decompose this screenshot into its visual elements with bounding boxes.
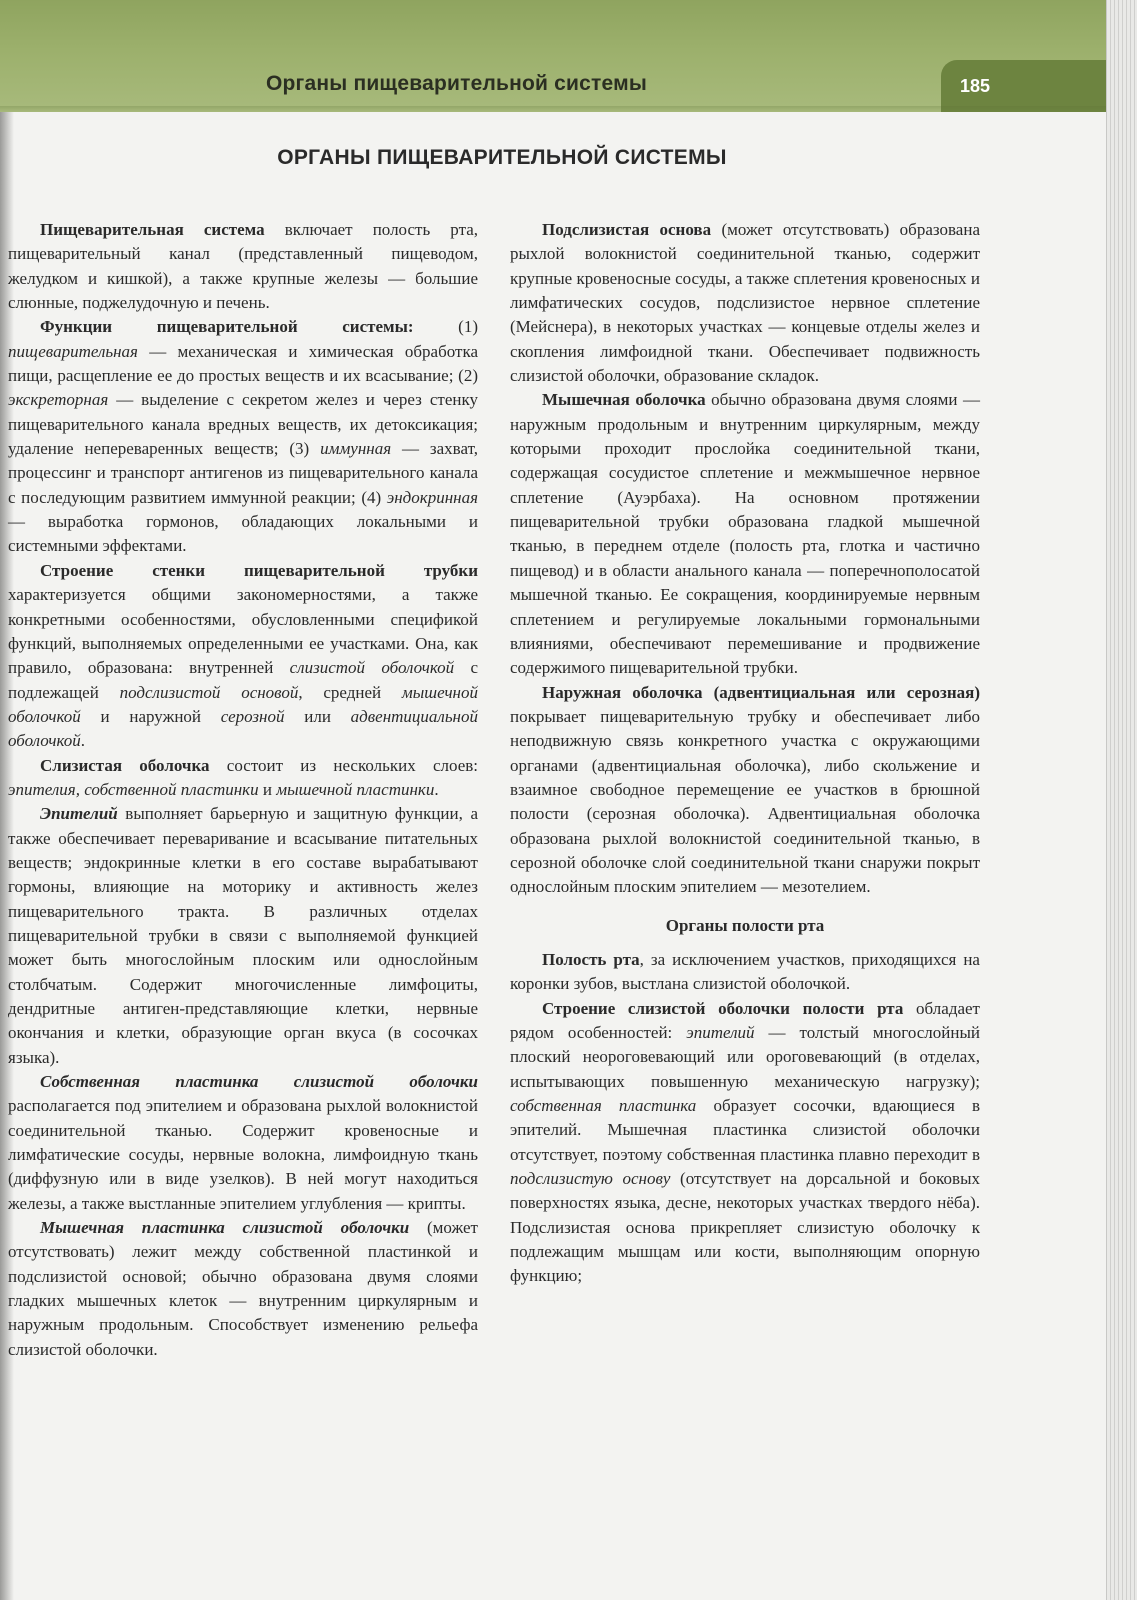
paragraph — [510, 388, 980, 680]
emphasis: пищеварительная — [8, 341, 138, 361]
text: с подлежащей — [8, 658, 479, 702]
text: — выработка гормонов, обладающих локальными и системными эффектами. — [8, 512, 478, 556]
text: характеризуется общими закономерностями, а также конкретными особенностями, обусловленными спецификой функций, выполняемых определенными ее участками. Она, как правило, образована: внутренней — [8, 585, 478, 678]
emphasis: собственная пластинка — [510, 1096, 697, 1116]
text: , средней — [298, 682, 402, 702]
text: включает полость рта, пищеварительный канал (представленный пищеводом, желудком и кишкой), а также крупные железы — большие слюнные, поджелудочную и печень. — [8, 220, 478, 313]
term: Собственная пластинка слизистой оболочки — [40, 1072, 478, 1092]
text: состоит из нескольких слоев: — [209, 755, 479, 775]
paragraph — [510, 948, 980, 997]
text: — толстый многослойный плоский неороговевающий или ороговевающий (в отделах, испытывающих повышенную механическую нагрузку); — [510, 1023, 980, 1091]
text: и — [258, 779, 277, 799]
term: Пищеварительная система — [40, 220, 265, 239]
term: Слизистая оболочка — [40, 755, 210, 775]
text: (может отсутствовать) лежит между собственной пластинкой и подслизистой основой; обычно образована двумя слоями гладких мышечных клеток — внутренним циркулярным и наружным продольным. Способствует изменению рельефа слизистой оболочки. — [8, 1218, 478, 1359]
emphasis: подслизистую основу — [510, 1169, 671, 1189]
emphasis: мышечной пластинки — [276, 779, 435, 799]
emphasis: слизистой оболочкой — [289, 658, 455, 678]
emphasis: адвентициальной оболочкой — [8, 706, 478, 751]
text: — выделение с секретом желез и через стенку пищеварительного канала вредных веществ, их детоксикация; удаление непереваренных веществ; (3) — [8, 390, 478, 459]
paragraph — [8, 315, 478, 558]
left-column — [8, 218, 478, 1362]
text: покрывает пищеварительную трубку и обеспечивает либо неподвижную связь конкретного участка с окружающими органами (адвентициальная оболочка), либо скольжение и взаимное свободное перемещение ее участков в брюшной полости (серозная оболочка). Адвентициальная оболочка образована рыхлой волокнистой соединительной тканью, в серозной оболочке слой соединительной ткани снаружи покрыт однослойным плоским эпителием — мезотелием. — [510, 706, 980, 897]
text: . — [434, 779, 439, 799]
text: — механическая и химическая обработка пищи, расщепление ее до простых веществ и их всасывание; (2) — [8, 341, 478, 386]
page-edge-stack — [1106, 0, 1137, 1600]
paragraph — [8, 559, 478, 754]
term: Функции пищеварительной системы: — [40, 317, 414, 337]
text: и наружной — [80, 706, 221, 726]
emphasis: эпителия, собственной пластинки — [8, 779, 259, 799]
paragraph — [8, 218, 478, 315]
text: располагается под эпителием и образована рыхлой волокнистой соединительной тканью. Содержит кровеносные и лимфатические сосуды, нервные волокна, лимфоидную ткань (диффузную или в виде узелков). В ней могут находиться железы, а также выстланные эпителием углубления — крипты. — [8, 1096, 478, 1213]
term: Наружная оболочка (адвентициальная или серозная) — [542, 682, 980, 702]
text: или — [284, 706, 351, 726]
text: (отсутствует на дорсальной и боковых поверхностях языка, десне, некоторых участках твердого нёба). Подслизистая основа прикрепляет слизистую оболочку к подлежащим мышцам или кости, выполняющим опорную функцию; — [510, 1169, 980, 1286]
emphasis: иммунная — [320, 439, 392, 459]
term: Полость рта — [542, 949, 640, 969]
right-column — [510, 218, 980, 1289]
paragraph — [8, 1216, 478, 1362]
text: обычно образована двумя слоями — наружным продольным и внутренним циркулярным, между которыми проходит прослойка соединительной ткани, содержащая сосудистое сплетение и межмышечное нервное сплетение (Ауэрбаха). На основном протяжении пищеварительной трубки образована гладкой мышечной тканью, в переднем отделе (полость рта, глотка и частично пищевод) и в области анального канала — поперечнополосатой мышечной тканью. Ее сокращения, координируемые нервным сплетением и регулируемые локальными гормональными влияниями, обеспечивают перемешивание и продвижение содержимого пищеварительной трубки. — [510, 390, 980, 678]
chapter-title: ОРГАНЫ ПИЩЕВАРИТЕЛЬНОЙ СИСТЕМЫ — [277, 146, 727, 169]
paragraph — [510, 681, 980, 900]
term: Мышечная пластинка слизистой оболочки — [40, 1218, 410, 1238]
paragraph — [8, 802, 478, 1070]
text: — захват, процессинг и транспорт антигенов из пищеварительного канала с последующим развитием иммунной реакции; (4) — [8, 439, 478, 507]
text: (1) — [413, 317, 478, 337]
page-header-band — [0, 0, 1107, 112]
term: Строение слизистой оболочки полости рта — [542, 998, 904, 1018]
text: обладает рядом особенностей: — [510, 998, 980, 1042]
emphasis: эпителий — [686, 1023, 755, 1042]
term: Строение стенки пищеварительной трубки — [40, 560, 478, 580]
paragraph — [8, 1070, 478, 1216]
running-title: Органы пищеварительной системы — [266, 72, 647, 95]
emphasis: эндокринная — [386, 487, 478, 507]
paragraph — [510, 997, 980, 1289]
paragraph — [8, 754, 478, 803]
emphasis: подслизистой основой — [119, 682, 299, 702]
text: образует сосочки, вдающиеся в эпителий. Мышечная пластинка слизистой оболочки отсутствует, поэтому собственная пластинка плавно переходит в — [510, 1096, 980, 1164]
text: , за исключением участков, приходящихся на коронки зубов, выстлана слизистой оболочкой. — [510, 949, 980, 994]
emphasis: мышечной оболочкой — [8, 682, 478, 726]
text: выполняет барьерную и защитную функции, а также обеспечивает переваривание и всасывание питательных веществ; эндокринные клетки в его составе вырабатывают гормоны, влияющие на моторику и активность желез пищеварительного тракта. В различных отделах пищеварительной трубки в связи с выполняемой функцией может быть многослойным плоским или однослойным столбчатым. Содержит многочисленные лимфоциты, дендритные антиген-представляющие клетки, нервные окончания и клетки, образующие орган вкуса (в сосочках языка). — [8, 804, 478, 1067]
text: (может отсутствовать) образована рыхлой волокнистой соединительной тканью, содержит крупные кровеносные сосуды, а также сплетения кровеносных и лимфатических сосудов, подслизистое нервное сплетение (Мейснера), в некоторых участках — концевые отделы желез и скопления лимфоидной ткани. Обеспечивает подвижность слизистой оболочки, образование складок. — [510, 220, 980, 386]
paragraph — [510, 218, 980, 388]
emphasis: серозной — [220, 706, 285, 726]
section-subheading: Органы полости рта — [665, 915, 825, 935]
term: Подслизистая основа — [542, 220, 712, 239]
text: . — [80, 731, 86, 751]
page-number: 185 — [960, 76, 991, 96]
emphasis: экскреторная — [8, 390, 109, 410]
term: Мышечная оболочка — [542, 390, 706, 410]
term: Эпителий — [40, 804, 118, 824]
